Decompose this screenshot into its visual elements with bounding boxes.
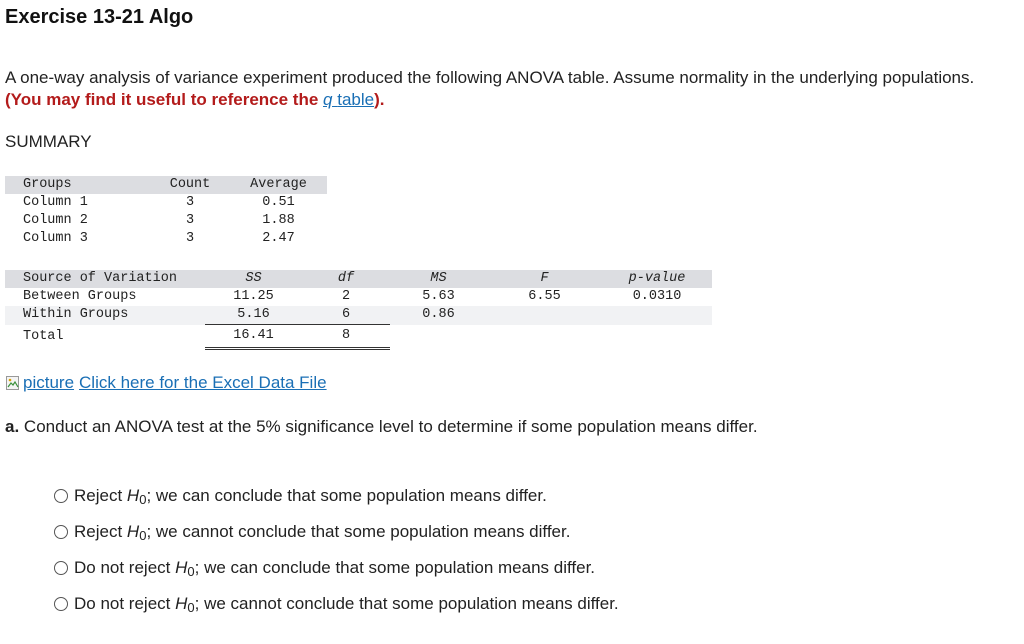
group-name: Column 3 xyxy=(23,231,88,246)
anova-table xyxy=(5,270,712,350)
anova-f xyxy=(487,306,602,325)
anova-f: 6.55 xyxy=(528,289,561,304)
anova-header-source: Source of Variation xyxy=(5,270,205,288)
radio-button[interactable] xyxy=(54,525,68,539)
option-suffix: ; we can conclude that some population means differ. xyxy=(146,486,547,505)
anova-total-row xyxy=(5,325,712,349)
hypothesis-symbol: $H_0$ xyxy=(126,521,147,543)
anova-source: Between Groups xyxy=(23,289,137,304)
anova-total-df: 8 xyxy=(302,325,390,349)
hypothesis-symbol: $H_0$ xyxy=(175,557,195,579)
excel-link-alt: picture xyxy=(23,373,75,392)
table-row xyxy=(5,194,327,212)
reference-note: (You may find it useful to reference the q table). xyxy=(5,90,385,109)
table-row xyxy=(5,306,712,325)
answer-option[interactable] xyxy=(54,550,619,586)
summary-header-row xyxy=(5,176,327,194)
summary-header-count: Count xyxy=(150,176,230,194)
table-row xyxy=(5,212,327,230)
anova-ss: 11.25 xyxy=(233,289,274,304)
group-average: 2.47 xyxy=(262,231,295,246)
summary-table xyxy=(5,176,327,248)
anova-header-f: F xyxy=(487,270,602,288)
summary-header-average: Average xyxy=(230,176,327,194)
group-count: 3 xyxy=(185,195,195,210)
group-average: 0.51 xyxy=(262,195,295,210)
anova-source: Within Groups xyxy=(5,306,205,325)
hypothesis-symbol: $H_0$ xyxy=(126,485,147,507)
option-suffix: ; we cannot conclude that some population means differ. xyxy=(194,594,619,613)
broken-image-icon xyxy=(5,375,21,391)
q-table-link[interactable]: q table xyxy=(323,90,375,109)
option-prefix: Do not reject xyxy=(74,558,171,577)
anova-header-df: df xyxy=(302,270,390,288)
radio-button[interactable] xyxy=(54,489,68,503)
exercise-title: Exercise 13-21 Algo xyxy=(5,6,194,28)
group-count: 3 xyxy=(185,213,195,228)
anova-header-ss: SS xyxy=(205,270,302,288)
anova-ms: 5.63 xyxy=(422,289,455,304)
option-suffix: ; we cannot conclude that some population means differ. xyxy=(146,522,571,541)
anova-total-ss: 16.41 xyxy=(205,325,302,349)
option-prefix: Do not reject xyxy=(74,594,171,613)
group-name: Column 1 xyxy=(23,195,88,210)
table-row xyxy=(5,288,712,306)
problem-intro xyxy=(5,67,1005,111)
answer-option[interactable] xyxy=(54,586,619,622)
anova-ms: 0.86 xyxy=(390,306,487,325)
anova-df: 6 xyxy=(302,306,390,325)
question-a xyxy=(5,417,758,437)
anova-pvalue xyxy=(602,306,712,325)
summary-header-groups: Groups xyxy=(5,176,150,194)
radio-button[interactable] xyxy=(54,561,68,575)
anova-header-row xyxy=(5,270,712,288)
group-count: 3 xyxy=(185,231,195,246)
table-row xyxy=(5,230,327,248)
option-suffix: ; we can conclude that some population means differ. xyxy=(194,558,596,577)
answer-option[interactable] xyxy=(54,514,619,550)
answer-options xyxy=(54,478,619,622)
hypothesis-symbol: $H_0$ xyxy=(175,593,195,615)
question-text: Conduct an ANOVA test at the 5% significance level to determine if some population means differ. xyxy=(23,417,758,436)
anova-total-label: Total xyxy=(23,328,64,344)
anova-pvalue: 0.0310 xyxy=(632,289,682,304)
intro-text: A one-way analysis of variance experiment produced the following ANOVA table. Assume normality in the underlying populations. xyxy=(5,68,975,87)
excel-link-text: Click here for the Excel Data File xyxy=(79,373,327,392)
anova-header-pvalue: p-value xyxy=(602,270,712,288)
group-name: Column 2 xyxy=(23,213,88,228)
option-prefix: Reject xyxy=(74,486,123,505)
summary-label: SUMMARY xyxy=(5,132,92,151)
excel-data-link[interactable] xyxy=(5,373,327,393)
question-label: a. xyxy=(5,417,20,436)
anova-df: 2 xyxy=(341,289,351,304)
anova-header-ms: MS xyxy=(390,270,487,288)
answer-option[interactable] xyxy=(54,478,619,514)
option-prefix: Reject xyxy=(74,522,123,541)
group-average: 1.88 xyxy=(262,213,295,228)
anova-ss: 5.16 xyxy=(205,306,302,325)
radio-button[interactable] xyxy=(54,597,68,611)
